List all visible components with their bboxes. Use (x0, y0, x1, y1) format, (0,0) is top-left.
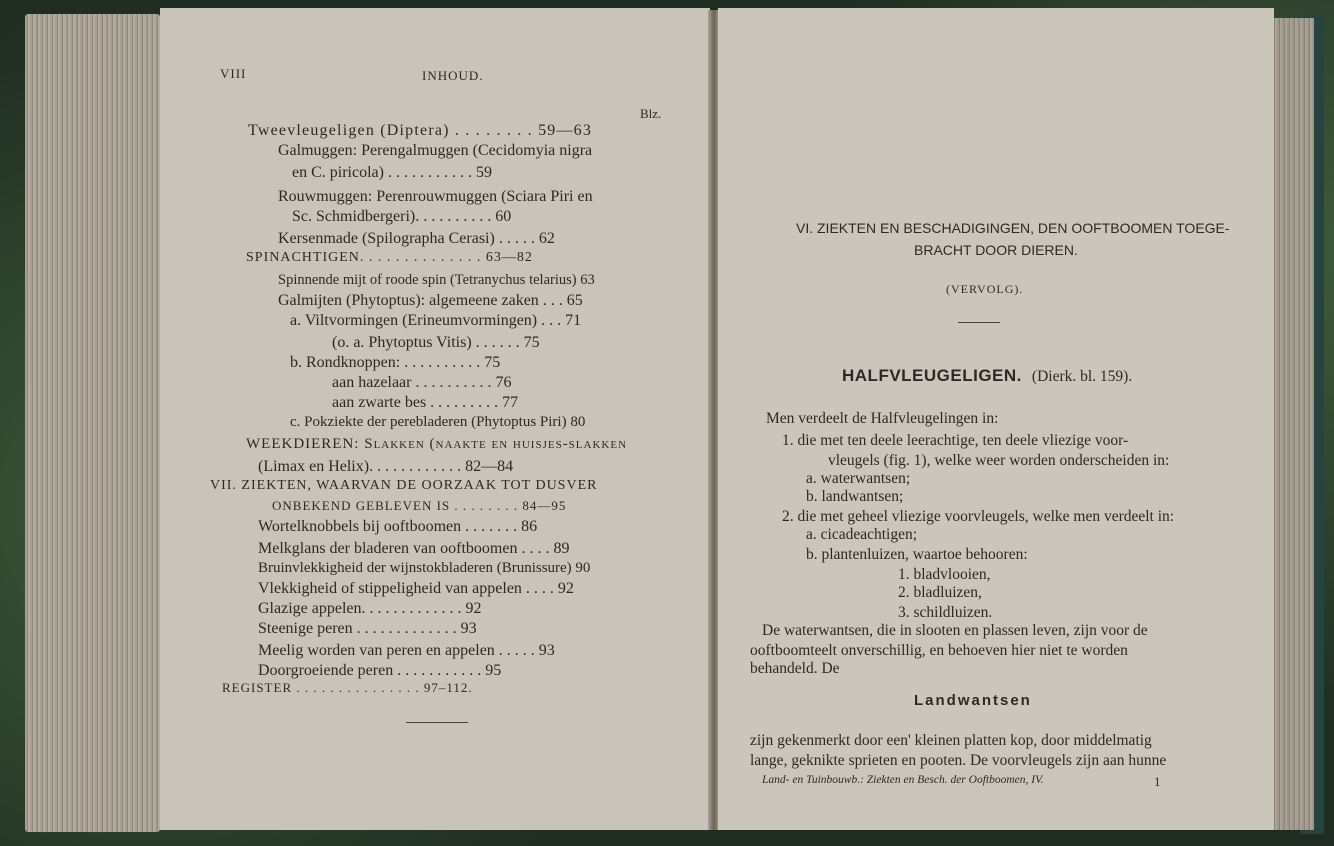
toc-line: (Limax en Helix). . . . . . . . . . . . 82—84 (258, 458, 514, 475)
page-stack-left (25, 14, 160, 832)
subheading: Landwantsen (914, 692, 1032, 709)
section-heading-row (842, 366, 1132, 386)
left-page (160, 8, 710, 830)
toc-line: Wortelknobbels bij ooftboomen . . . . . . . 86 (258, 518, 538, 535)
toc-line: SPINACHTIGEN. . . . . . . . . . . . . . 63—82 (246, 250, 533, 265)
divider (406, 722, 468, 723)
toc-line: Spinnende mijt of roode spin (Tetranychus telarius) 63 (278, 272, 595, 288)
text-line: behandeld. De (750, 660, 840, 677)
toc-line: Doorgroeiende peren . . . . . . . . . . . 95 (258, 662, 502, 679)
chapter-title: VI. ZIEKTEN EN BESCHADIGINGEN, DEN OOFTBOOMEN TOEGE- (796, 220, 1230, 236)
toc-line: (o. a. Phytoptus Vitis) . . . . . . 75 (332, 334, 540, 351)
toc-line: Meelig worden van peren en appelen . . . . . 93 (258, 642, 555, 659)
toc-line: Steenige peren . . . . . . . . . . . . . 93 (258, 620, 477, 637)
running-header: INHOUD. (422, 68, 484, 83)
toc-line: Tweevleugeligen (Diptera) . . . . . . . . 59—63 (248, 122, 593, 139)
text-line: b. plantenluizen, waartoe behooren: (806, 546, 1028, 563)
toc-line: en C. piricola) . . . . . . . . . . . 59 (292, 164, 492, 181)
page-footer: Land- en Tuinbouwb.: Ziekten en Besch. der Ooftboomen, IV. (762, 774, 1044, 786)
toc-line: WEEKDIEREN: Slakken (naakte en huisjes-slakken (246, 436, 628, 452)
chapter-title-cont: BRACHT DOOR DIEREN. (914, 242, 1078, 258)
toc-line: Melkglans der bladeren van ooftboomen . . . . 89 (258, 540, 570, 557)
section-heading: HALFVLEUGELIGEN. (842, 366, 1022, 385)
toc-line: a. Viltvormingen (Erineumvormingen) . . . 71 (290, 312, 582, 329)
text-line: 2. die met geheel vliezige voorvleugels, welke men verdeelt in: (782, 508, 1175, 525)
toc-line: VII. ZIEKTEN, WAARVAN DE OORZAAK TOT DUSVER (210, 478, 598, 493)
text-line: De waterwantsen, die in slooten en plassen leven, zijn voor de (762, 622, 1148, 639)
section-ref: (Dierk. bl. 159). (1031, 368, 1133, 385)
text-line: 2. bladluizen, (898, 584, 982, 601)
text-line: 1. bladvlooien, (898, 566, 991, 583)
divider (958, 322, 1000, 323)
text-line: 1. die met ten deele leerachtige, ten deele vliezige voor- (782, 432, 1129, 449)
toc-line: Kersenmade (Spilographa Cerasi) . . . . . 62 (278, 230, 555, 247)
text-line: a. cicadeachtigen; (806, 526, 918, 543)
text-line: 3. schildluizen. (898, 604, 993, 621)
toc-line: Sc. Schmidbergeri). . . . . . . . . . 60 (292, 208, 512, 225)
vervolg: (VERVOLG). (946, 282, 1024, 296)
toc-line: ONBEKEND GEBLEVEN IS . . . . . . . . 84—95 (272, 498, 567, 513)
toc-line: Glazige appelen. . . . . . . . . . . . . 92 (258, 600, 482, 617)
text-line: a. waterwantsen; (806, 470, 911, 487)
page-stack-right (1272, 18, 1314, 830)
blz-label: Blz. (640, 106, 662, 121)
page-number: VIII (220, 66, 247, 81)
text-line: Men verdeelt de Halfvleugelingen in: (766, 410, 999, 427)
footer-page-number: 1 (1154, 774, 1161, 789)
toc-line: c. Pokziekte der perebladeren (Phytoptus Piri) 80 (290, 414, 586, 430)
text-line: lange, geknikte sprieten en pooten. De voorvleugels zijn aan hunne (750, 752, 1167, 769)
text-line: ooftboomteelt onverschillig, en behoeven hier niet te worden (750, 642, 1128, 659)
toc-line: Galmuggen: Perengalmuggen (Cecidomyia nigra (278, 142, 593, 159)
right-page (718, 8, 1274, 830)
text-line: zijn gekenmerkt door een' kleinen platten kop, door middelmatig (750, 732, 1152, 749)
text-line: b. landwantsen; (806, 488, 904, 505)
toc-line: Rouwmuggen: Perenrouwmuggen (Sciara Piri en (278, 188, 593, 205)
toc-line: b. Rondknoppen: . . . . . . . . . . 75 (290, 354, 501, 371)
toc-line: Galmijten (Phytoptus): algemeene zaken . . . 65 (278, 292, 583, 309)
toc-line: aan zwarte bes . . . . . . . . . 77 (332, 394, 519, 411)
toc-line: aan hazelaar . . . . . . . . . . 76 (332, 374, 512, 391)
text-line: vleugels (fig. 1), welke weer worden onderscheiden in: (828, 452, 1170, 469)
toc-line: Bruinvlekkigheid der wijnstokbladeren (Brunissure) 90 (258, 560, 591, 576)
toc-line: REGISTER . . . . . . . . . . . . . . . 97–112. (222, 680, 473, 695)
toc-line: Vlekkigheid of stippeligheid van appelen . . . . 92 (258, 580, 574, 597)
